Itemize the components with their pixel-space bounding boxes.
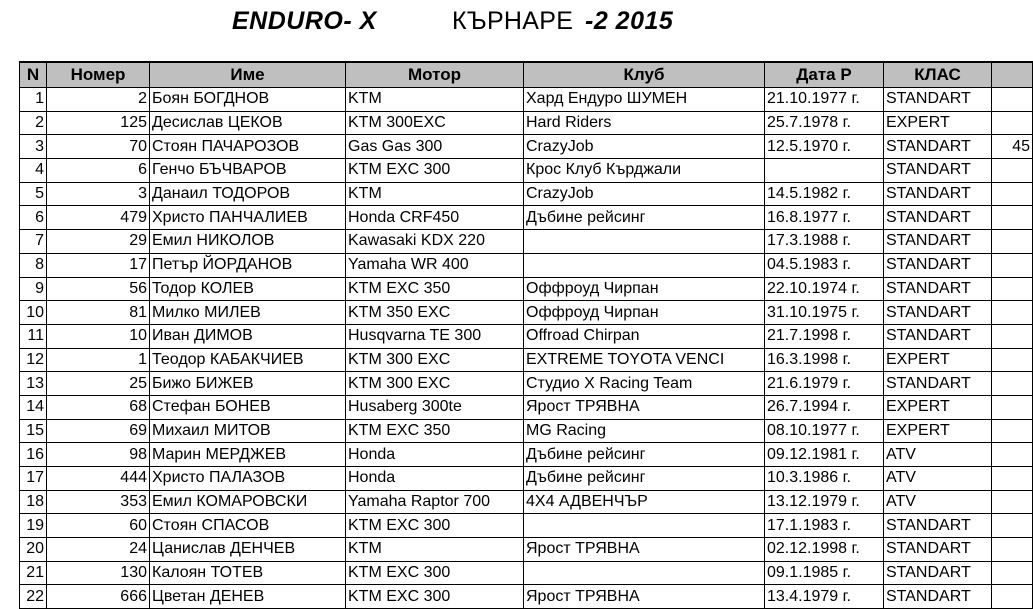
cell-birthdate: 12.5.1970 г. bbox=[765, 135, 884, 159]
cell-number: 666 bbox=[47, 585, 150, 609]
cell-n: 17 bbox=[20, 467, 47, 491]
cell-number: 1 bbox=[47, 348, 150, 372]
cell-motor: Honda CRF450 bbox=[346, 206, 524, 230]
cell-number: 444 bbox=[47, 467, 150, 491]
cell-n: 14 bbox=[20, 395, 47, 419]
cell-club: Оффроуд Чирпан bbox=[524, 277, 765, 301]
cell-class: STANDART bbox=[884, 561, 992, 585]
cell-birthdate: 16.3.1998 г. bbox=[765, 348, 884, 372]
cell-extra bbox=[992, 372, 1033, 396]
cell-birthdate: 21.6.1979 г. bbox=[765, 372, 884, 396]
cell-class: STANDART bbox=[884, 206, 992, 230]
table-row bbox=[20, 88, 1033, 112]
cell-extra bbox=[992, 324, 1033, 348]
cell-motor: KTM EXC 300 bbox=[346, 514, 524, 538]
cell-birthdate bbox=[765, 159, 884, 183]
cell-n: 10 bbox=[20, 301, 47, 325]
table-row bbox=[20, 206, 1033, 230]
cell-name: Емил НИКОЛОВ bbox=[150, 230, 346, 254]
cell-class: ATV bbox=[884, 443, 992, 467]
table-row bbox=[20, 443, 1033, 467]
table-row bbox=[20, 372, 1033, 396]
cell-club: Дъбине рейсинг bbox=[524, 443, 765, 467]
cell-motor: KTM 350 EXC bbox=[346, 301, 524, 325]
header-class: КЛАС bbox=[884, 62, 992, 88]
cell-motor: KTM EXC 300 bbox=[346, 561, 524, 585]
cell-motor: Honda bbox=[346, 467, 524, 491]
cell-motor: Kawasaki KDX 220 bbox=[346, 230, 524, 254]
cell-motor: KTM EXC 350 bbox=[346, 277, 524, 301]
cell-name: Христо ПАЛАЗОВ bbox=[150, 467, 346, 491]
cell-birthdate: 14.5.1982 г. bbox=[765, 182, 884, 206]
cell-class: STANDART bbox=[884, 514, 992, 538]
header-name: Име bbox=[150, 62, 346, 88]
cell-number: 24 bbox=[47, 538, 150, 562]
table-row bbox=[20, 277, 1033, 301]
cell-class: ATV bbox=[884, 490, 992, 514]
table-row bbox=[20, 135, 1033, 159]
cell-n: 21 bbox=[20, 561, 47, 585]
cell-class: STANDART bbox=[884, 159, 992, 183]
cell-club bbox=[524, 561, 765, 585]
cell-extra bbox=[992, 514, 1033, 538]
cell-name: Цанислав ДЕНЧЕВ bbox=[150, 538, 346, 562]
cell-n: 12 bbox=[20, 348, 47, 372]
cell-n: 1 bbox=[20, 88, 47, 112]
cell-number: 2 bbox=[47, 88, 150, 112]
cell-class: STANDART bbox=[884, 230, 992, 254]
header-n: N bbox=[20, 62, 47, 88]
cell-number: 60 bbox=[47, 514, 150, 538]
header-club: Клуб bbox=[524, 62, 765, 88]
cell-name: Иван ДИМОВ bbox=[150, 324, 346, 348]
cell-n: 9 bbox=[20, 277, 47, 301]
cell-name: Марин МЕРДЖЕВ bbox=[150, 443, 346, 467]
cell-name: Стефан БОНЕВ bbox=[150, 395, 346, 419]
cell-n: 18 bbox=[20, 490, 47, 514]
cell-birthdate: 17.1.1983 г. bbox=[765, 514, 884, 538]
cell-number: 69 bbox=[47, 419, 150, 443]
cell-name: Стоян СПАСОВ bbox=[150, 514, 346, 538]
cell-number: 81 bbox=[47, 301, 150, 325]
cell-extra bbox=[992, 490, 1033, 514]
table-row bbox=[20, 111, 1033, 135]
cell-extra bbox=[992, 301, 1033, 325]
cell-motor: Yamaha WR 400 bbox=[346, 253, 524, 277]
cell-class: STANDART bbox=[884, 253, 992, 277]
cell-number: 6 bbox=[47, 159, 150, 183]
cell-extra bbox=[992, 443, 1033, 467]
cell-extra bbox=[992, 467, 1033, 491]
cell-number: 353 bbox=[47, 490, 150, 514]
cell-club: Дъбине рейсинг bbox=[524, 467, 765, 491]
title-location: КЪРНАРЕ bbox=[452, 7, 574, 35]
table-row bbox=[20, 348, 1033, 372]
cell-n: 8 bbox=[20, 253, 47, 277]
cell-club: Дъбине рейсинг bbox=[524, 206, 765, 230]
cell-motor: KTM bbox=[346, 182, 524, 206]
cell-extra bbox=[992, 88, 1033, 112]
cell-birthdate: 31.10.1975 г. bbox=[765, 301, 884, 325]
cell-n: 7 bbox=[20, 230, 47, 254]
cell-motor: Honda bbox=[346, 443, 524, 467]
cell-club: Offroad Chirpan bbox=[524, 324, 765, 348]
cell-club bbox=[524, 514, 765, 538]
cell-birthdate: 22.10.1974 г. bbox=[765, 277, 884, 301]
cell-motor: KTM 300 EXC bbox=[346, 348, 524, 372]
cell-number: 70 bbox=[47, 135, 150, 159]
cell-name: Петър ЙОРДАНОВ bbox=[150, 253, 346, 277]
cell-extra bbox=[992, 538, 1033, 562]
cell-n: 11 bbox=[20, 324, 47, 348]
cell-n: 4 bbox=[20, 159, 47, 183]
cell-name: Стоян ПАЧАРОЗОВ bbox=[150, 135, 346, 159]
table-row bbox=[20, 301, 1033, 325]
table-row bbox=[20, 253, 1033, 277]
cell-name: Милко МИЛЕВ bbox=[150, 301, 346, 325]
table-row bbox=[20, 514, 1033, 538]
cell-motor: Husqvarna TE 300 bbox=[346, 324, 524, 348]
cell-motor: Yamaha Raptor 700 bbox=[346, 490, 524, 514]
cell-n: 22 bbox=[20, 585, 47, 609]
cell-name: Боян БОГДНОВ bbox=[150, 88, 346, 112]
cell-club bbox=[524, 230, 765, 254]
table-row bbox=[20, 467, 1033, 491]
table-row bbox=[20, 182, 1033, 206]
cell-motor: Gas Gas 300 bbox=[346, 135, 524, 159]
cell-n: 5 bbox=[20, 182, 47, 206]
header-number: Номер bbox=[47, 62, 150, 88]
cell-motor: KTM 300 EXC bbox=[346, 372, 524, 396]
table-row bbox=[20, 395, 1033, 419]
cell-birthdate: 09.1.1985 г. bbox=[765, 561, 884, 585]
document-title bbox=[0, 4, 1024, 48]
cell-birthdate: 21.7.1998 г. bbox=[765, 324, 884, 348]
table-row bbox=[20, 585, 1033, 609]
cell-n: 2 bbox=[20, 111, 47, 135]
cell-number: 125 bbox=[47, 111, 150, 135]
cell-motor: KTM bbox=[346, 88, 524, 112]
cell-extra bbox=[992, 230, 1033, 254]
cell-n: 20 bbox=[20, 538, 47, 562]
cell-name: Десислав ЦЕКОВ bbox=[150, 111, 346, 135]
cell-birthdate: 02.12.1998 г. bbox=[765, 538, 884, 562]
cell-n: 19 bbox=[20, 514, 47, 538]
participants-table bbox=[19, 61, 1033, 609]
header-extra bbox=[992, 62, 1033, 88]
cell-birthdate: 17.3.1988 г. bbox=[765, 230, 884, 254]
cell-motor: KTM bbox=[346, 538, 524, 562]
cell-n: 13 bbox=[20, 372, 47, 396]
cell-class: EXPERT bbox=[884, 348, 992, 372]
cell-class: ATV bbox=[884, 467, 992, 491]
cell-club: Ярост ТРЯВНА bbox=[524, 538, 765, 562]
cell-number: 130 bbox=[47, 561, 150, 585]
cell-number: 3 bbox=[47, 182, 150, 206]
cell-name: Генчо БЪЧВАРОВ bbox=[150, 159, 346, 183]
cell-n: 3 bbox=[20, 135, 47, 159]
cell-name: Цветан ДЕНЕВ bbox=[150, 585, 346, 609]
cell-extra bbox=[992, 206, 1033, 230]
title-year: -2 2015 bbox=[585, 7, 674, 35]
cell-class: EXPERT bbox=[884, 111, 992, 135]
cell-class: STANDART bbox=[884, 277, 992, 301]
table-row bbox=[20, 490, 1033, 514]
cell-n: 6 bbox=[20, 206, 47, 230]
cell-club: Оффроуд Чирпан bbox=[524, 301, 765, 325]
cell-extra bbox=[992, 111, 1033, 135]
cell-extra bbox=[992, 182, 1033, 206]
cell-birthdate: 10.3.1986 г. bbox=[765, 467, 884, 491]
cell-birthdate: 13.4.1979 г. bbox=[765, 585, 884, 609]
cell-club: Ярост ТРЯВНА bbox=[524, 395, 765, 419]
cell-number: 68 bbox=[47, 395, 150, 419]
table-row bbox=[20, 230, 1033, 254]
header-birthdate: Дата Р bbox=[765, 62, 884, 88]
cell-birthdate: 16.8.1977 г. bbox=[765, 206, 884, 230]
cell-extra bbox=[992, 561, 1033, 585]
table-row bbox=[20, 538, 1033, 562]
cell-motor: KTM EXC 300 bbox=[346, 585, 524, 609]
cell-extra: 45 bbox=[992, 135, 1033, 159]
cell-extra bbox=[992, 395, 1033, 419]
cell-n: 16 bbox=[20, 443, 47, 467]
cell-class: STANDART bbox=[884, 182, 992, 206]
header-motor: Мотор bbox=[346, 62, 524, 88]
cell-class: EXPERT bbox=[884, 419, 992, 443]
cell-club: Хард Ендуро ШУМЕН bbox=[524, 88, 765, 112]
cell-number: 10 bbox=[47, 324, 150, 348]
cell-club: Hard Riders bbox=[524, 111, 765, 135]
cell-motor: KTM EXC 350 bbox=[346, 419, 524, 443]
cell-number: 25 bbox=[47, 372, 150, 396]
table-row bbox=[20, 324, 1033, 348]
cell-club bbox=[524, 253, 765, 277]
cell-class: STANDART bbox=[884, 585, 992, 609]
cell-name: Христо ПАНЧАЛИЕВ bbox=[150, 206, 346, 230]
cell-club: Ярост ТРЯВНА bbox=[524, 585, 765, 609]
cell-class: STANDART bbox=[884, 135, 992, 159]
cell-name: Теодор КАБАКЧИЕВ bbox=[150, 348, 346, 372]
cell-class: STANDART bbox=[884, 538, 992, 562]
table-row bbox=[20, 159, 1033, 183]
cell-motor: KTM EXC 300 bbox=[346, 159, 524, 183]
cell-birthdate: 08.10.1977 г. bbox=[765, 419, 884, 443]
cell-name: Михаил МИТОВ bbox=[150, 419, 346, 443]
cell-class: STANDART bbox=[884, 372, 992, 396]
cell-class: EXPERT bbox=[884, 395, 992, 419]
table-row bbox=[20, 561, 1033, 585]
cell-club: CrazyJob bbox=[524, 182, 765, 206]
cell-number: 56 bbox=[47, 277, 150, 301]
cell-extra bbox=[992, 419, 1033, 443]
cell-birthdate: 04.5.1983 г. bbox=[765, 253, 884, 277]
cell-number: 479 bbox=[47, 206, 150, 230]
cell-club: 4X4 АДВЕНЧЪР bbox=[524, 490, 765, 514]
cell-name: Тодор КОЛЕВ bbox=[150, 277, 346, 301]
cell-number: 29 bbox=[47, 230, 150, 254]
cell-birthdate: 26.7.1994 г. bbox=[765, 395, 884, 419]
cell-club: Крос Клуб Кърджали bbox=[524, 159, 765, 183]
cell-class: STANDART bbox=[884, 301, 992, 325]
cell-number: 98 bbox=[47, 443, 150, 467]
cell-club: EXTREME TOYOTA VENCI bbox=[524, 348, 765, 372]
cell-birthdate: 09.12.1981 г. bbox=[765, 443, 884, 467]
cell-club: Студио X Racing Team bbox=[524, 372, 765, 396]
cell-club: MG Racing bbox=[524, 419, 765, 443]
cell-extra bbox=[992, 585, 1033, 609]
table-row bbox=[20, 419, 1033, 443]
cell-birthdate: 21.10.1977 г. bbox=[765, 88, 884, 112]
cell-extra bbox=[992, 253, 1033, 277]
cell-number: 17 bbox=[47, 253, 150, 277]
cell-class: STANDART bbox=[884, 88, 992, 112]
table-header-row bbox=[20, 62, 1033, 88]
cell-birthdate: 13.12.1979 г. bbox=[765, 490, 884, 514]
title-event: ENDURO- X bbox=[232, 7, 377, 35]
cell-name: Калоян ТОТЕВ bbox=[150, 561, 346, 585]
cell-extra bbox=[992, 348, 1033, 372]
cell-club: CrazyJob bbox=[524, 135, 765, 159]
cell-name: Емил КОМАРОВСКИ bbox=[150, 490, 346, 514]
cell-n: 15 bbox=[20, 419, 47, 443]
cell-extra bbox=[992, 277, 1033, 301]
cell-birthdate: 25.7.1978 г. bbox=[765, 111, 884, 135]
cell-class: STANDART bbox=[884, 324, 992, 348]
cell-name: Данаил ТОДОРОВ bbox=[150, 182, 346, 206]
cell-name: Бижо БИЖЕВ bbox=[150, 372, 346, 396]
cell-motor: Husaberg 300te bbox=[346, 395, 524, 419]
cell-motor: KTM 300EXC bbox=[346, 111, 524, 135]
cell-extra bbox=[992, 159, 1033, 183]
